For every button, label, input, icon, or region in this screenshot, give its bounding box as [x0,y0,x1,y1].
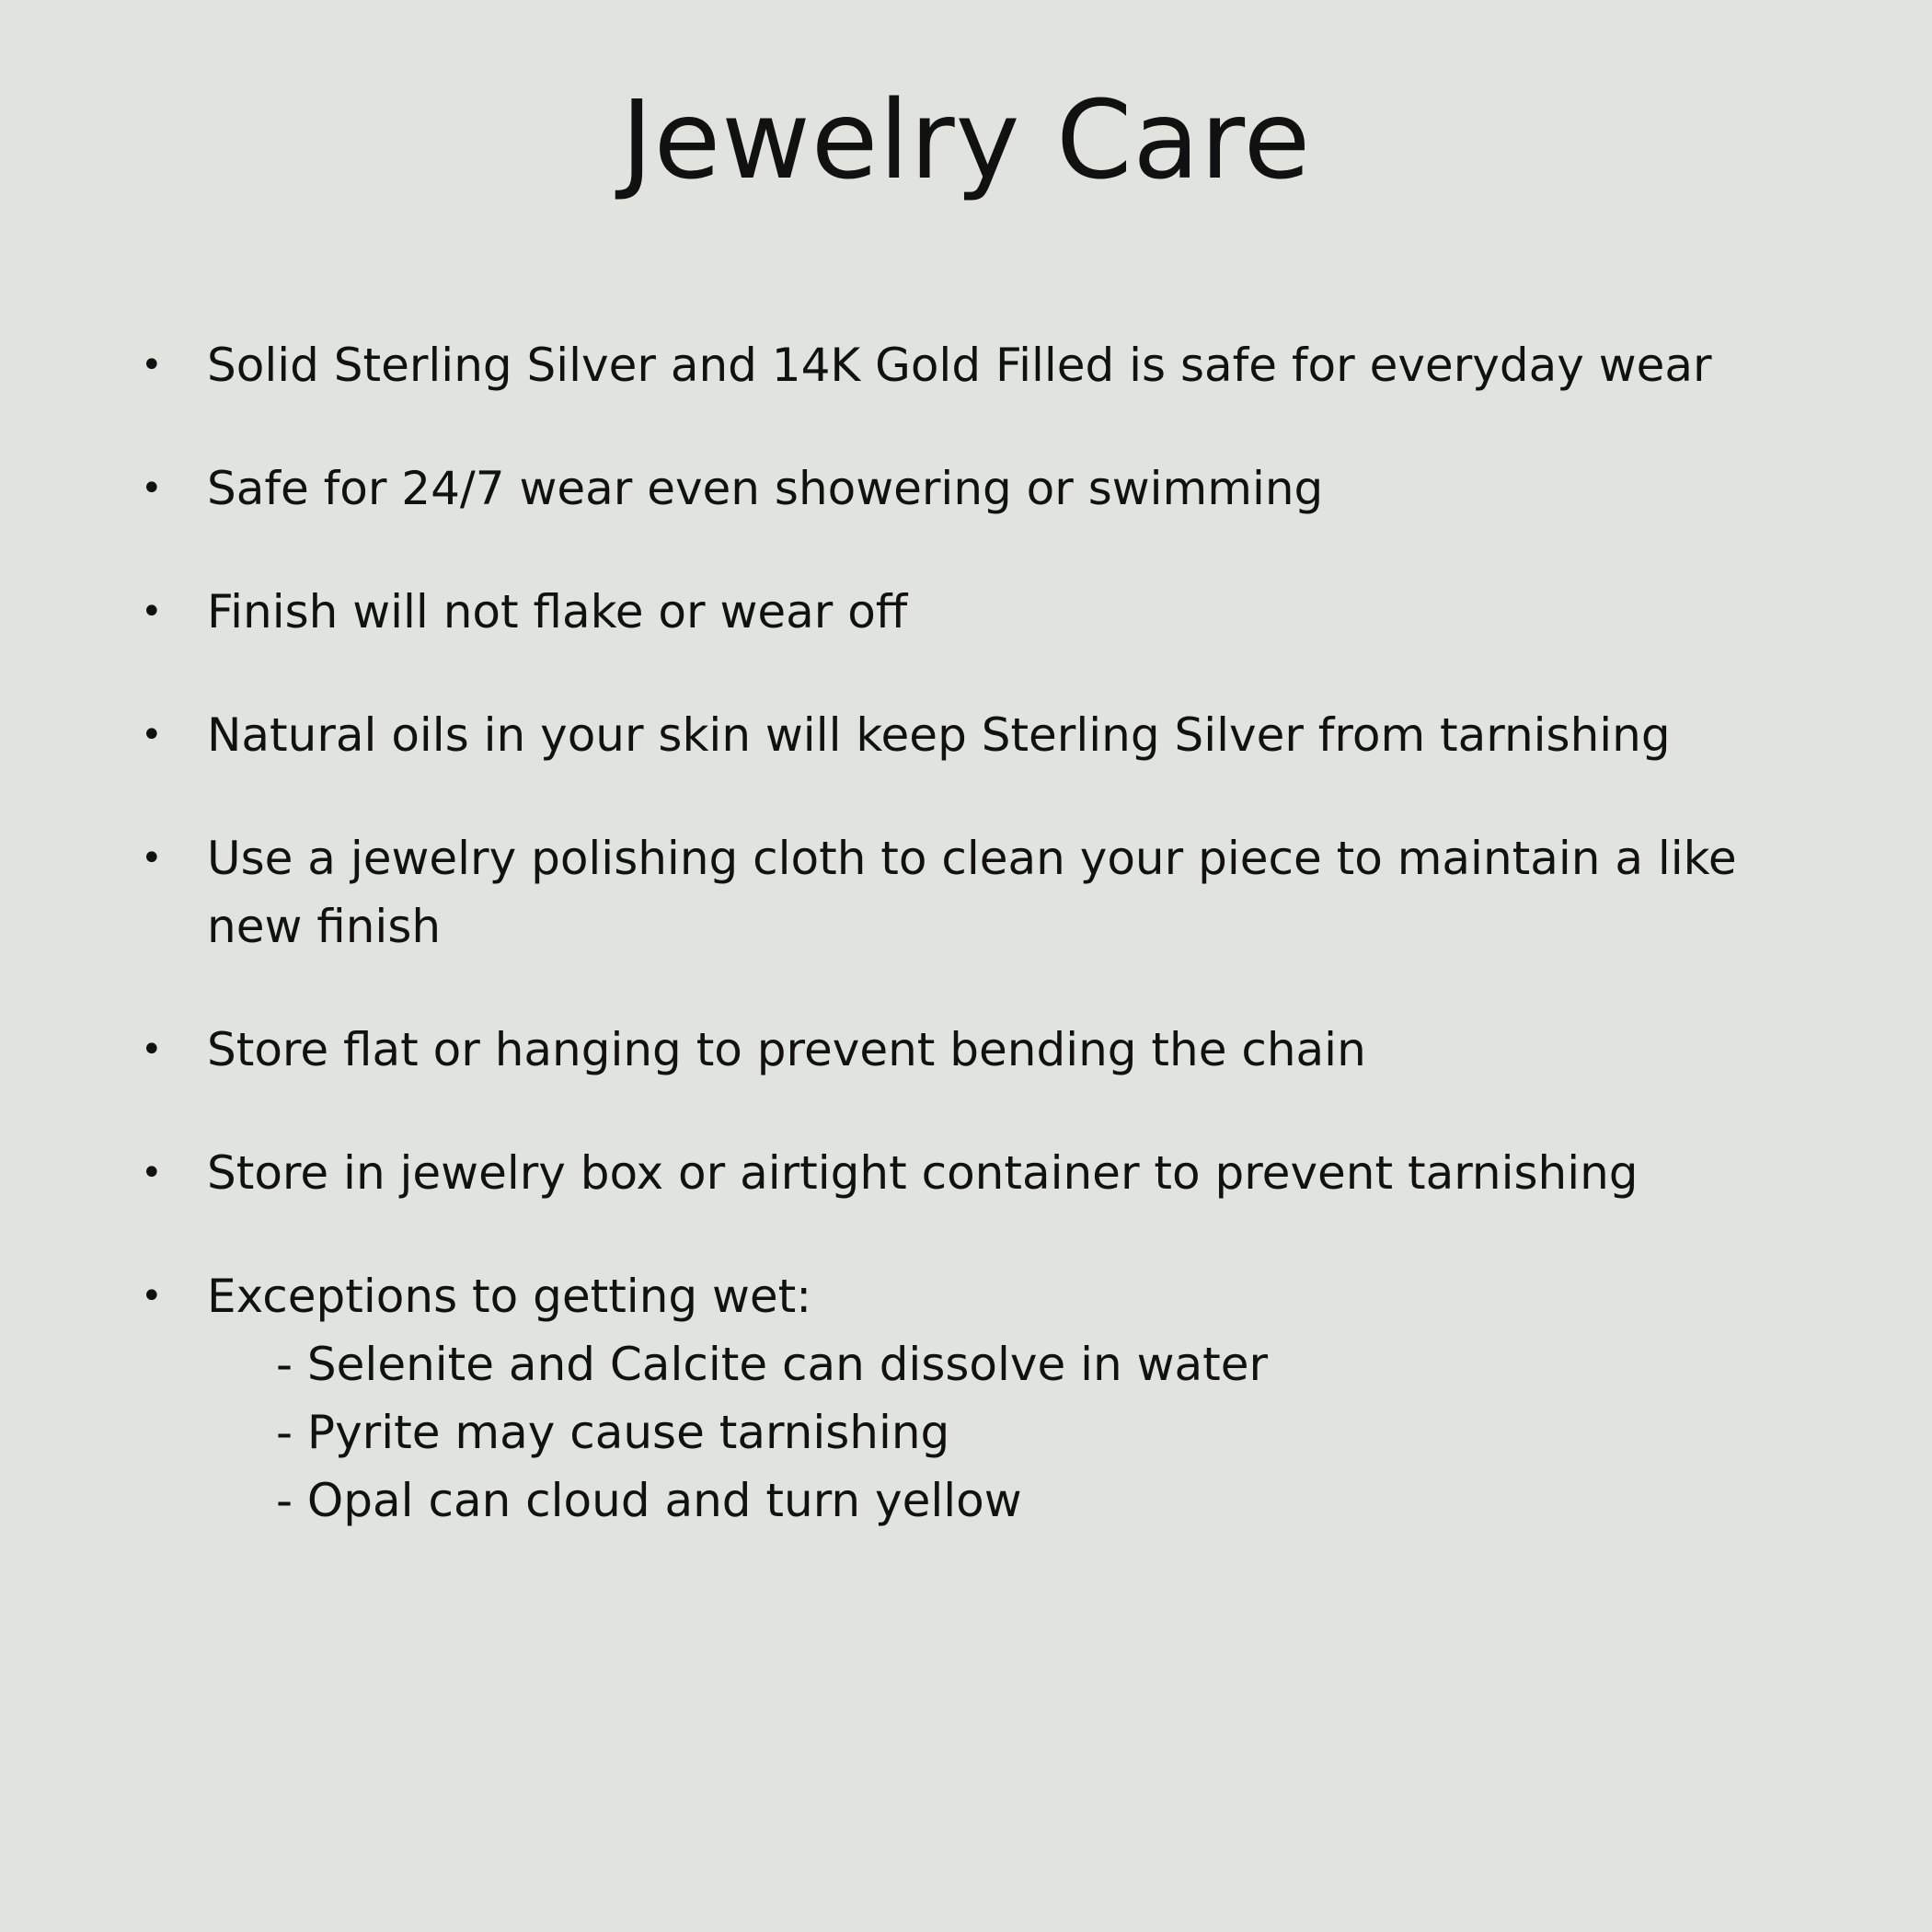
list-item [133,701,1817,769]
list-item [133,454,1817,523]
list-item [133,1139,1817,1207]
sublist-item: - Pyrite may cause tarnishing [276,1406,950,1459]
list-item-text: Finish will not flake or wear off [207,585,908,638]
list-item-text: Safe for 24/7 wear even showering or swimming [207,462,1324,515]
bullet-icon: • [141,1152,163,1194]
bullet-icon: • [141,467,163,510]
bullet-icon: • [141,344,163,386]
list-item-text: Store in jewelry box or airtight container to prevent tarnishing [207,1146,1639,1200]
bullet-icon: • [141,591,163,633]
sublist-item: - Selenite and Calcite can dissolve in water [276,1338,1269,1391]
exceptions-sublist [207,1330,1817,1535]
list-item-text: Use a jewelry polishing cloth to clean your piece to maintain a like new finish [207,832,1737,953]
bullet-icon: • [141,1029,163,1071]
care-instructions-list [133,331,1817,1590]
list-item [133,331,1817,399]
bullet-icon: • [141,714,163,756]
list-item-text: Natural oils in your skin will keep Sterling Silver from tarnishing [207,708,1671,762]
list-item [133,824,1817,960]
list-item [133,578,1817,646]
list-item-text: Solid Sterling Silver and 14K Gold Filled is safe for everyday wear [207,339,1712,392]
bullet-icon: • [141,837,163,880]
list-item-text: Store flat or hanging to prevent bending the chain [207,1023,1366,1076]
list-item [133,1016,1817,1084]
list-item-text: Exceptions to getting wet: [207,1270,812,1323]
bullet-icon: • [141,1275,163,1317]
list-item-exceptions [133,1262,1817,1535]
sublist-item: - Opal can cloud and turn yellow [276,1474,1022,1527]
page-title: Jewelry Care [620,76,1312,203]
